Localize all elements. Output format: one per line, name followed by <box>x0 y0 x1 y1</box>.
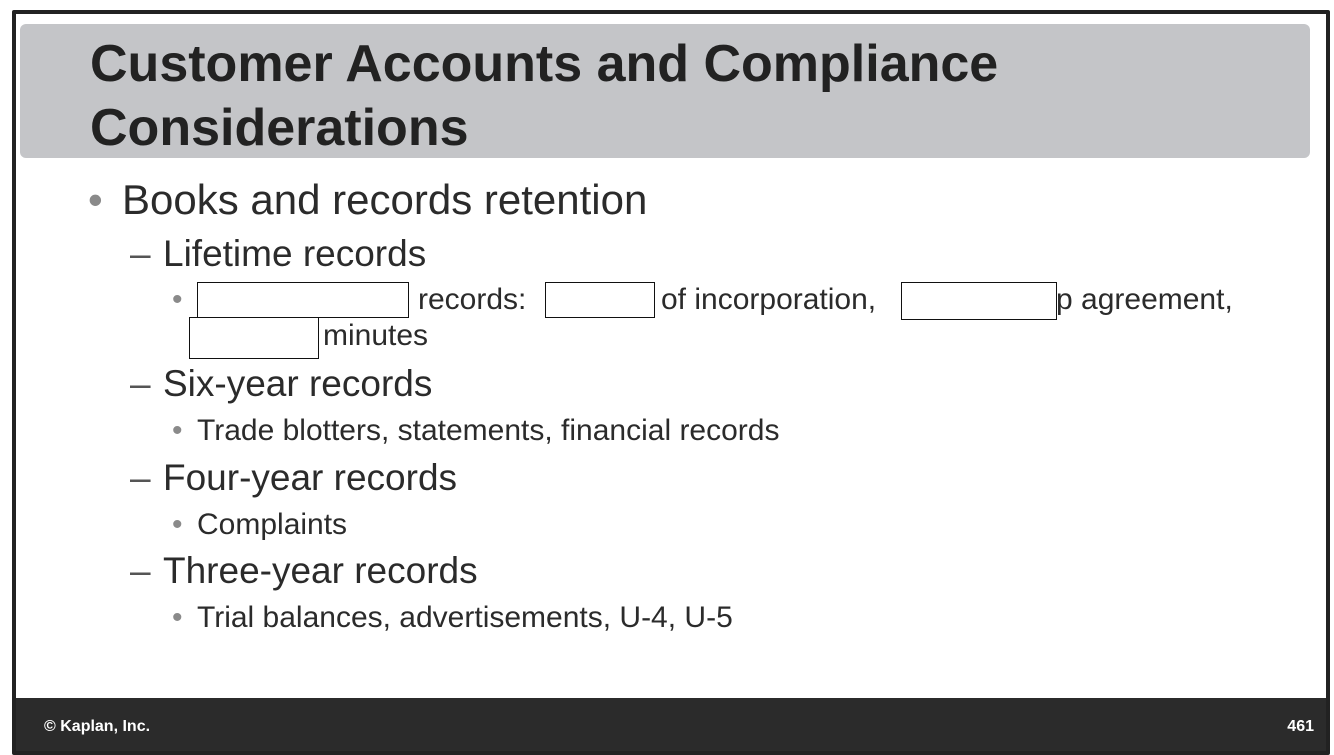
six-year-detail: Trade blotters, statements, financial records <box>197 414 780 447</box>
bullet-marker: • <box>172 508 183 541</box>
bullet-marker: • <box>172 414 183 447</box>
section-heading-three-year: Three-year records <box>163 550 478 591</box>
section-heading-six-year: Six-year records <box>163 363 433 404</box>
lifetime-detail-part-4: minutes <box>323 319 429 352</box>
dash-marker: – <box>130 550 151 591</box>
three-year-detail: Trial balances, advertisements, U-4, U-5 <box>197 601 733 634</box>
lifetime-detail-part-2: of incorporation, <box>661 283 877 316</box>
lifetime-detail-part-3: p agreement, <box>1056 283 1233 316</box>
page-number: 461 <box>1287 718 1314 735</box>
redaction-box <box>901 282 1057 320</box>
slide-frame <box>12 10 1330 755</box>
redaction-box <box>545 282 655 318</box>
main-bullet-text: Books and records retention <box>122 176 648 223</box>
section-heading-lifetime: Lifetime records <box>163 233 427 274</box>
bullet-marker: • <box>88 176 103 223</box>
bullet-marker: • <box>172 283 183 316</box>
lifetime-detail-part-1: records: <box>418 283 527 316</box>
redaction-box <box>197 282 409 318</box>
dash-marker: – <box>130 457 151 498</box>
slide-content <box>16 14 1326 751</box>
four-year-detail: Complaints <box>197 508 348 541</box>
slide-footer <box>16 698 1326 751</box>
dash-marker: – <box>130 363 151 404</box>
section-heading-four-year: Four-year records <box>163 457 458 498</box>
slide-title: Customer Accounts and Compliance Considerations <box>90 35 999 157</box>
bullet-marker: • <box>172 601 183 634</box>
copyright-text: © Kaplan, Inc. <box>44 718 151 735</box>
dash-marker: – <box>130 233 151 274</box>
redaction-box <box>189 317 319 359</box>
